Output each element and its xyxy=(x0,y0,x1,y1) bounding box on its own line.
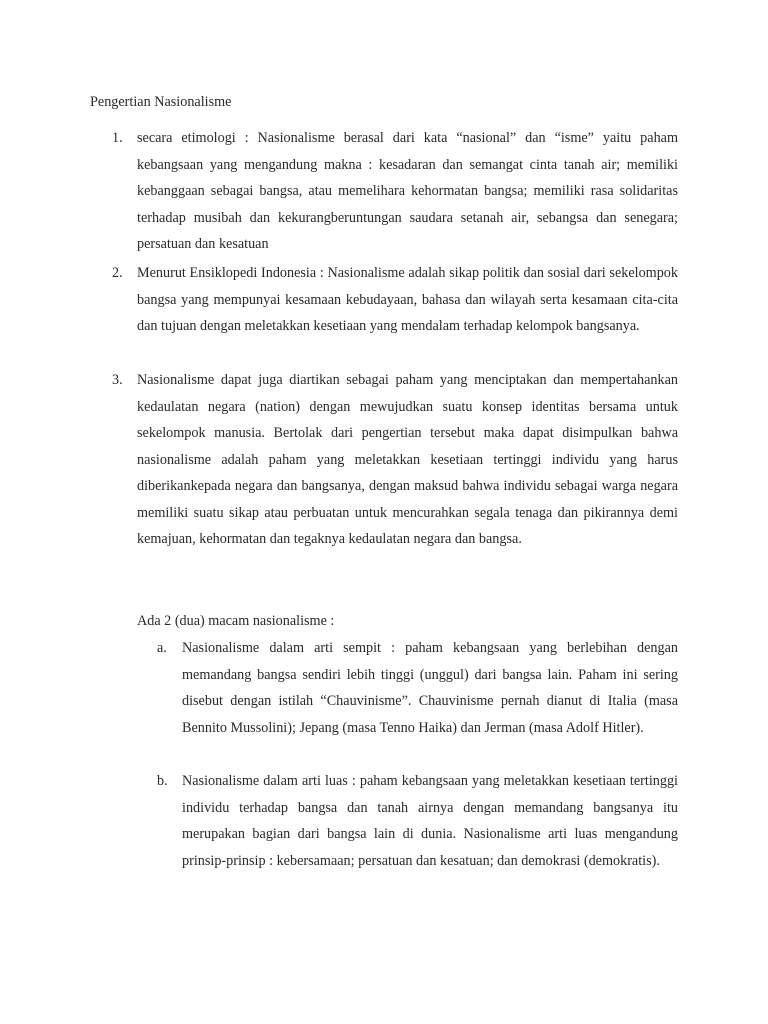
numbered-list xyxy=(90,125,678,258)
subheading: Ada 2 (dua) macam nasionalisme : xyxy=(137,613,335,629)
list-item-text: secara etimologi : Nasionalisme berasal dari kata “nasional” dan “isme” yaitu paham kebangsaan yang mengandung makna : kesadaran dan semangat cinta tanah air; memiliki kebanggaan sebagai bangsa, atau memelihara kehormatan bangsa; memiliki rasa solidaritas terhadap musibah dan kekurangberuntungan saudara setanah air, sebangsa dan senegara; persatuan dan kesatuan xyxy=(137,130,678,252)
list-item xyxy=(90,260,678,340)
list-item-text: Menurut Ensiklopedi Indonesia : Nasionalisme adalah sikap politik dan sosial dari sekelompok bangsa yang mempunyai kesamaan kebudayaan, bahasa dan wilayah serta kesamaan cita-cita dan tujuan dengan meletakkan kesetiaan yang mendalam terhadap kelompok bangsanya. xyxy=(137,265,678,334)
list-item xyxy=(90,367,678,553)
numbered-list-item-2-wrapper xyxy=(90,260,678,340)
numbered-list-item-3-wrapper xyxy=(90,367,678,553)
list-item-number: 2. xyxy=(112,265,123,281)
list-item xyxy=(137,768,678,874)
list-item-text: Nasionalisme dalam arti luas : paham kebangsaan yang meletakkan kesetiaan tertinggi individu terhadap bangsa dan tanah airnya dengan memandang bangsanya itu merupakan bagian dari bangsa lain di dunia. Nasionalisme arti luas mengandung prinsip-prinsip : kebersamaan; persatuan dan kesatuan; dan demokrasi (demokratis). xyxy=(182,773,678,869)
lettered-list-item-b-wrapper xyxy=(137,768,678,874)
list-item-number: 1. xyxy=(112,130,123,146)
list-item-letter: b. xyxy=(157,773,168,789)
list-item-number: 3. xyxy=(112,372,123,388)
list-item xyxy=(90,125,678,258)
list-item-text: Nasionalisme dalam arti sempit : paham kebangsaan yang berlebihan dengan memandang bangsa sendiri lebih tinggi (unggul) dari bangsa lain. Paham ini sering disebut dengan istilah “Chauvinisme”. Chauvinisme pernah dianut di Italia (masa Bennito Mussolini); Jepang (masa Tenno Haika) dan Jerman (masa Adolf Hitler). xyxy=(182,640,678,736)
list-item-text: Nasionalisme dapat juga diartikan sebagai paham yang menciptakan dan mempertahankan kedaulatan negara (nation) dengan mewujudkan suatu konsep identitas bersama untuk sekelompok manusia. Bertolak dari pengertian tersebut maka dapat disimpulkan bahwa nasionalisme adalah paham yang meletakkan kesetiaan tertinggi individu yang harus diberikankepada negara dan bangsanya, dengan maksud bahwa individu sebagai warga negara memiliki suatu sikap atau perbuatan untuk mencurahkan segala tenaga dan pikirannya demi kemajuan, kehormatan dan tegaknya kedaulatan negara dan bangsa. xyxy=(137,372,678,547)
document-title: Pengertian Nasionalisme xyxy=(90,94,232,110)
list-item xyxy=(137,635,678,741)
lettered-list-item-a-wrapper xyxy=(137,635,678,741)
list-item-letter: a. xyxy=(157,640,167,656)
